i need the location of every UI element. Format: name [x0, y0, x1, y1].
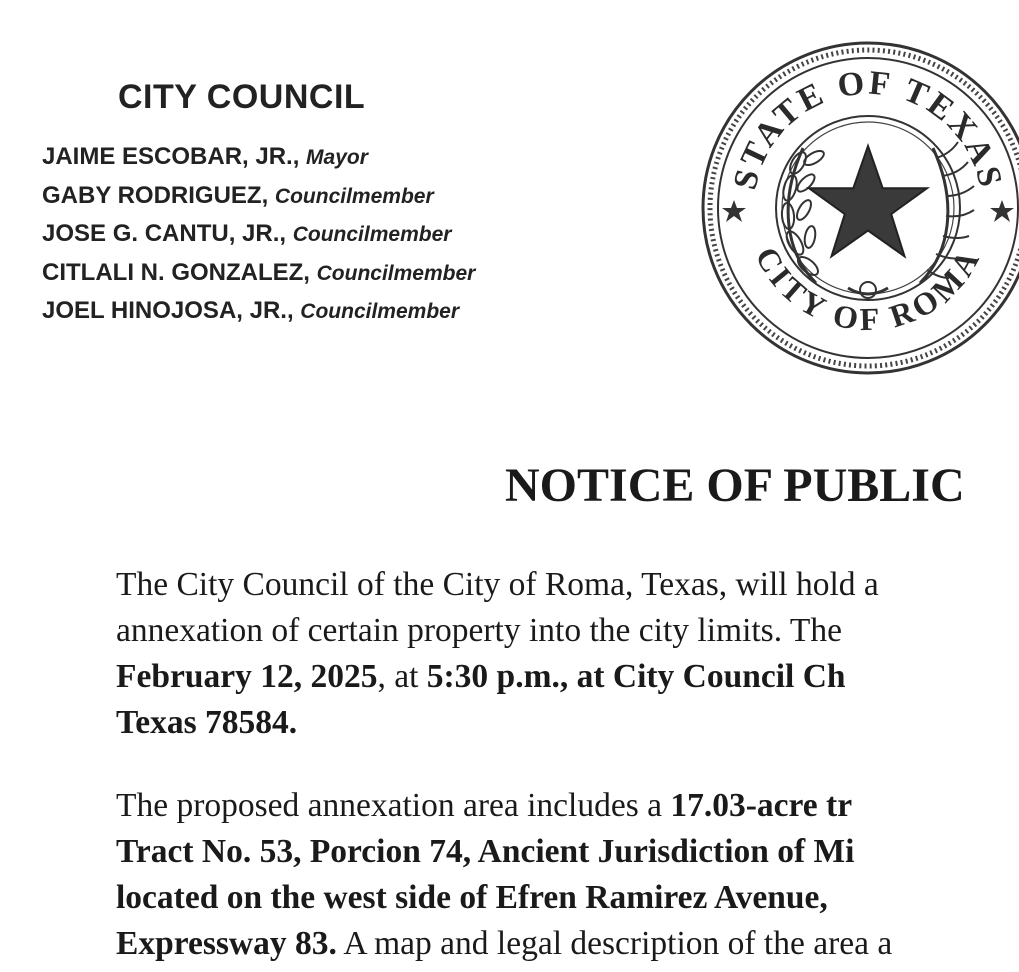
- paragraph-line: [116, 654, 879, 700]
- member-name: CITLALI N. GONZALEZ,: [42, 258, 317, 286]
- paragraph-text: The proposed annexation area includes a: [116, 787, 671, 824]
- council-member: [42, 259, 475, 298]
- council-member: [42, 182, 475, 221]
- member-role: Councilmember: [316, 261, 476, 285]
- paragraph-text: , at: [377, 658, 427, 695]
- paragraph-line: annexation of certain property into the city limits. The: [116, 612, 842, 649]
- notice-paragraph-2: [116, 783, 892, 967]
- tract-description: Tract No. 53, Porcion 74, Ancient Jurisdiction of Mi: [116, 833, 855, 870]
- acreage: 17.03-acre tr: [670, 787, 853, 824]
- meeting-date: February 12, 2025: [116, 658, 378, 695]
- paragraph-line: [116, 700, 879, 746]
- svg-text:CITY OF ROMA: CITY OF ROMA: [748, 240, 988, 338]
- member-role: Councilmember: [274, 184, 434, 208]
- member-name: GABY RODRIGUEZ,: [42, 181, 275, 209]
- member-name: JAIME ESCOBAR, JR.,: [42, 143, 307, 170]
- svg-text:STATE OF TEXAS: STATE OF TEXAS: [726, 64, 1010, 194]
- council-member: [42, 143, 475, 182]
- paragraph-text: A map and legal description of the area a: [336, 925, 893, 962]
- paragraph-line: [116, 829, 892, 875]
- council-member: [42, 220, 475, 259]
- paragraph-line: The City Council of the City of Roma, Texas, will hold a: [116, 566, 879, 603]
- location-description: located on the west side of Efren Ramirez Avenue,: [116, 879, 828, 916]
- meeting-address: Texas 78584.: [116, 704, 298, 741]
- city-seal-logo: [698, 38, 1019, 378]
- member-role: Councilmember: [292, 223, 452, 246]
- member-role: Councilmember: [300, 300, 459, 323]
- paragraph-line: [116, 921, 892, 967]
- expressway-reference: Expressway 83.: [116, 925, 337, 962]
- notice-paragraph-1: [116, 562, 879, 746]
- paragraph-line: [116, 875, 892, 921]
- member-name: JOEL HINOJOSA, JR.,: [42, 297, 301, 324]
- council-member-list: [42, 143, 475, 336]
- notice-heading: NOTICE OF PUBLIC: [505, 459, 965, 512]
- meeting-time-location: 5:30 p.m., at City Council Ch: [426, 658, 846, 695]
- member-role: Mayor: [306, 146, 368, 169]
- council-title: CITY COUNCIL: [118, 78, 366, 116]
- council-member: [42, 297, 475, 336]
- paragraph-line: [116, 783, 892, 829]
- member-name: JOSE G. CANTU, JR.,: [42, 220, 293, 247]
